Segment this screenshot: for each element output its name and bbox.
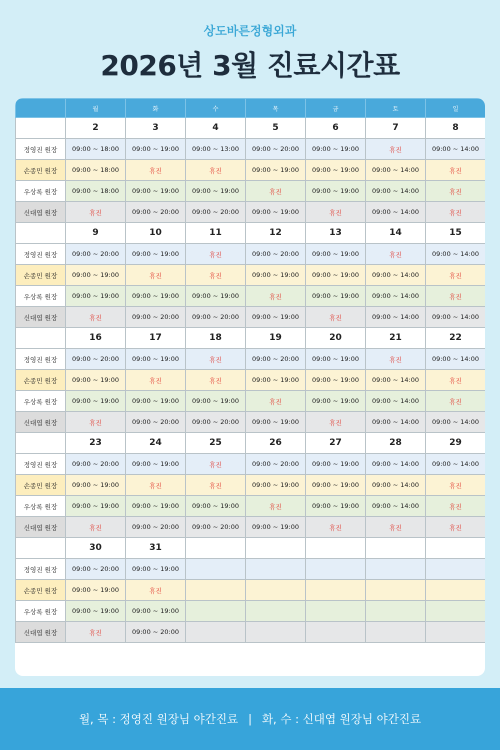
hours-cell: 09:00 ~ 20:00 — [126, 622, 186, 643]
empty-cell — [186, 622, 246, 643]
doctor-schedule-row — [16, 370, 486, 391]
hours-cell: 09:00 ~ 19:00 — [126, 139, 186, 160]
hours-cell: 09:00 ~ 20:00 — [126, 412, 186, 433]
hours-cell: 09:00 ~ 19:00 — [306, 181, 366, 202]
doctor-name-cell: 정영진 원장 — [16, 139, 66, 160]
closed-cell: 휴진 — [186, 160, 246, 181]
hours-cell: 09:00 ~ 14:00 — [366, 181, 426, 202]
date-cell — [186, 538, 246, 559]
doctor-name-cell: 우상록 원장 — [16, 286, 66, 307]
hours-cell: 09:00 ~ 19:00 — [126, 454, 186, 475]
closed-cell: 휴진 — [426, 202, 486, 223]
hours-cell: 09:00 ~ 19:00 — [246, 160, 306, 181]
hours-cell: 09:00 ~ 20:00 — [126, 202, 186, 223]
date-row-label-cell — [16, 118, 66, 139]
closed-cell: 휴진 — [66, 202, 126, 223]
doctor-name-cell: 손종민 원장 — [16, 580, 66, 601]
hours-cell: 09:00 ~ 20:00 — [186, 412, 246, 433]
closed-cell: 휴진 — [366, 139, 426, 160]
doctor-name-cell: 신대엽 원장 — [16, 622, 66, 643]
closed-cell: 휴진 — [306, 412, 366, 433]
closed-cell: 휴진 — [366, 349, 426, 370]
doctor-name-cell: 손종민 원장 — [16, 160, 66, 181]
empty-cell — [186, 580, 246, 601]
empty-cell — [306, 559, 366, 580]
doctor-schedule-row — [16, 265, 486, 286]
hours-cell: 09:00 ~ 20:00 — [126, 307, 186, 328]
date-cell: 5 — [246, 118, 306, 139]
hours-cell: 09:00 ~ 14:00 — [426, 244, 486, 265]
clinic-name: 상도바른정형외과 — [203, 24, 297, 38]
doctor-schedule-row — [16, 181, 486, 202]
date-cell: 17 — [126, 328, 186, 349]
date-cell: 14 — [366, 223, 426, 244]
hours-cell: 09:00 ~ 14:00 — [366, 307, 426, 328]
hours-cell: 09:00 ~ 19:00 — [246, 475, 306, 496]
closed-cell: 휴진 — [186, 244, 246, 265]
hours-cell: 09:00 ~ 19:00 — [66, 496, 126, 517]
hours-cell: 09:00 ~ 19:00 — [126, 391, 186, 412]
closed-cell: 휴진 — [66, 412, 126, 433]
empty-cell — [306, 580, 366, 601]
hours-cell: 09:00 ~ 19:00 — [246, 412, 306, 433]
hours-cell: 09:00 ~ 19:00 — [126, 181, 186, 202]
doctor-schedule-row — [16, 244, 486, 265]
hours-cell: 09:00 ~ 19:00 — [186, 496, 246, 517]
hours-cell: 09:00 ~ 14:00 — [366, 496, 426, 517]
weekday-header-row — [16, 99, 486, 118]
hours-cell: 09:00 ~ 19:00 — [186, 391, 246, 412]
closed-cell: 휴진 — [426, 496, 486, 517]
hours-cell: 09:00 ~ 18:00 — [66, 160, 126, 181]
closed-cell: 휴진 — [306, 517, 366, 538]
hours-cell: 09:00 ~ 14:00 — [426, 139, 486, 160]
closed-cell: 휴진 — [426, 475, 486, 496]
schedule-table — [15, 98, 485, 643]
doctor-schedule-row — [16, 160, 486, 181]
doctor-schedule-row — [16, 349, 486, 370]
empty-cell — [426, 622, 486, 643]
hours-cell: 09:00 ~ 19:00 — [186, 286, 246, 307]
closed-cell: 휴진 — [426, 370, 486, 391]
date-cell: 12 — [246, 223, 306, 244]
closed-cell: 휴진 — [126, 370, 186, 391]
weekday-label: 토 — [366, 99, 426, 118]
closed-cell: 휴진 — [126, 580, 186, 601]
hours-cell: 09:00 ~ 19:00 — [66, 370, 126, 391]
doctor-name-cell: 손종민 원장 — [16, 475, 66, 496]
hours-cell: 09:00 ~ 19:00 — [126, 559, 186, 580]
date-cell: 3 — [126, 118, 186, 139]
doctor-name-cell: 손종민 원장 — [16, 370, 66, 391]
date-cell: 29 — [426, 433, 486, 454]
hours-cell: 09:00 ~ 19:00 — [306, 265, 366, 286]
date-cell: 31 — [126, 538, 186, 559]
closed-cell: 휴진 — [186, 454, 246, 475]
closed-cell: 휴진 — [426, 391, 486, 412]
footer-separator: | — [248, 712, 252, 726]
empty-cell — [186, 559, 246, 580]
hours-cell: 09:00 ~ 19:00 — [66, 265, 126, 286]
date-cell: 24 — [126, 433, 186, 454]
date-cell: 30 — [66, 538, 126, 559]
footer-note-left: 월, 목 : 정영진 원장님 야간진료 — [78, 712, 239, 726]
hours-cell: 09:00 ~ 20:00 — [246, 244, 306, 265]
hours-cell: 09:00 ~ 18:00 — [66, 139, 126, 160]
hours-cell: 09:00 ~ 13:00 — [186, 139, 246, 160]
hours-cell: 09:00 ~ 19:00 — [246, 307, 306, 328]
doctor-name-cell: 정영진 원장 — [16, 559, 66, 580]
closed-cell: 휴진 — [66, 622, 126, 643]
hours-cell: 09:00 ~ 19:00 — [306, 349, 366, 370]
doctor-schedule-row — [16, 202, 486, 223]
hours-cell: 09:00 ~ 19:00 — [66, 601, 126, 622]
closed-cell: 휴진 — [126, 265, 186, 286]
doctor-name-cell: 우상록 원장 — [16, 496, 66, 517]
closed-cell: 휴진 — [186, 475, 246, 496]
date-cell: 13 — [306, 223, 366, 244]
hours-cell: 09:00 ~ 19:00 — [126, 601, 186, 622]
hours-cell: 09:00 ~ 20:00 — [66, 559, 126, 580]
closed-cell: 휴진 — [366, 517, 426, 538]
closed-cell: 휴진 — [426, 160, 486, 181]
closed-cell: 휴진 — [66, 517, 126, 538]
hours-cell: 09:00 ~ 19:00 — [306, 370, 366, 391]
date-row-label-cell — [16, 328, 66, 349]
hours-cell: 09:00 ~ 20:00 — [126, 517, 186, 538]
closed-cell: 휴진 — [186, 349, 246, 370]
hours-cell: 09:00 ~ 14:00 — [426, 349, 486, 370]
night-clinic-footer — [0, 688, 500, 750]
doctor-name-cell: 우상록 원장 — [16, 181, 66, 202]
doctor-schedule-row — [16, 622, 486, 643]
hours-cell: 09:00 ~ 18:00 — [66, 181, 126, 202]
doctor-name-cell: 신대엽 원장 — [16, 517, 66, 538]
empty-cell — [426, 559, 486, 580]
footer-note-right: 화, 수 : 신대엽 원장님 야간진료 — [261, 712, 422, 726]
closed-cell: 휴진 — [186, 370, 246, 391]
doctor-schedule-row — [16, 559, 486, 580]
hours-cell: 09:00 ~ 19:00 — [306, 475, 366, 496]
closed-cell: 휴진 — [66, 307, 126, 328]
hours-cell: 09:00 ~ 19:00 — [246, 202, 306, 223]
date-cell: 28 — [366, 433, 426, 454]
closed-cell: 휴진 — [246, 181, 306, 202]
hours-cell: 09:00 ~ 19:00 — [66, 475, 126, 496]
date-cell: 2 — [66, 118, 126, 139]
weekday-label: 일 — [426, 99, 486, 118]
date-row-label-cell — [16, 433, 66, 454]
empty-cell — [366, 622, 426, 643]
hours-cell: 09:00 ~ 20:00 — [246, 139, 306, 160]
doctor-name-cell: 신대엽 원장 — [16, 412, 66, 433]
weekday-label: 수 — [186, 99, 246, 118]
closed-cell: 휴진 — [366, 244, 426, 265]
weekday-label: 금 — [306, 99, 366, 118]
doctor-schedule-row — [16, 475, 486, 496]
empty-cell — [306, 622, 366, 643]
doctor-schedule-row — [16, 601, 486, 622]
hours-cell: 09:00 ~ 19:00 — [186, 181, 246, 202]
doctor-schedule-row — [16, 454, 486, 475]
hours-cell: 09:00 ~ 14:00 — [366, 391, 426, 412]
hours-cell: 09:00 ~ 19:00 — [306, 391, 366, 412]
date-cell — [306, 538, 366, 559]
hours-cell: 09:00 ~ 19:00 — [246, 517, 306, 538]
hours-cell: 09:00 ~ 19:00 — [126, 244, 186, 265]
date-cell: 9 — [66, 223, 126, 244]
date-cell: 15 — [426, 223, 486, 244]
hours-cell: 09:00 ~ 14:00 — [366, 202, 426, 223]
date-row — [16, 328, 486, 349]
date-cell — [426, 538, 486, 559]
date-cell: 25 — [186, 433, 246, 454]
closed-cell: 휴진 — [246, 286, 306, 307]
doctor-name-cell: 정영진 원장 — [16, 349, 66, 370]
doctor-name-cell: 우상록 원장 — [16, 391, 66, 412]
date-cell: 22 — [426, 328, 486, 349]
empty-cell — [246, 559, 306, 580]
doctor-name-cell: 신대엽 원장 — [16, 202, 66, 223]
date-cell: 21 — [366, 328, 426, 349]
doctor-name-cell: 우상록 원장 — [16, 601, 66, 622]
date-cell — [366, 538, 426, 559]
closed-cell: 휴진 — [126, 160, 186, 181]
date-row-label-cell — [16, 538, 66, 559]
hours-cell: 09:00 ~ 19:00 — [306, 454, 366, 475]
hours-cell: 09:00 ~ 14:00 — [366, 475, 426, 496]
date-cell: 4 — [186, 118, 246, 139]
date-cell: 11 — [186, 223, 246, 244]
date-cell: 16 — [66, 328, 126, 349]
hours-cell: 09:00 ~ 20:00 — [246, 454, 306, 475]
hours-cell: 09:00 ~ 19:00 — [306, 286, 366, 307]
hours-cell: 09:00 ~ 14:00 — [426, 307, 486, 328]
doctor-name-cell: 손종민 원장 — [16, 265, 66, 286]
date-cell: 7 — [366, 118, 426, 139]
hours-cell: 09:00 ~ 14:00 — [366, 370, 426, 391]
hours-cell: 09:00 ~ 19:00 — [246, 370, 306, 391]
empty-cell — [246, 622, 306, 643]
date-cell: 8 — [426, 118, 486, 139]
doctor-schedule-row — [16, 307, 486, 328]
closed-cell: 휴진 — [306, 307, 366, 328]
hours-cell: 09:00 ~ 20:00 — [66, 349, 126, 370]
empty-cell — [246, 580, 306, 601]
header-corner-cell — [16, 99, 66, 118]
doctor-schedule-row — [16, 580, 486, 601]
closed-cell: 휴진 — [426, 286, 486, 307]
closed-cell: 휴진 — [426, 265, 486, 286]
weekday-label: 목 — [246, 99, 306, 118]
closed-cell: 휴진 — [426, 517, 486, 538]
date-row — [16, 223, 486, 244]
hours-cell: 09:00 ~ 20:00 — [66, 454, 126, 475]
date-cell: 20 — [306, 328, 366, 349]
doctor-schedule-row — [16, 517, 486, 538]
doctor-schedule-row — [16, 412, 486, 433]
hours-cell: 09:00 ~ 19:00 — [66, 391, 126, 412]
closed-cell: 휴진 — [126, 475, 186, 496]
date-cell: 19 — [246, 328, 306, 349]
hours-cell: 09:00 ~ 14:00 — [366, 286, 426, 307]
hours-cell: 09:00 ~ 19:00 — [306, 160, 366, 181]
doctor-name-cell: 정영진 원장 — [16, 244, 66, 265]
date-row — [16, 538, 486, 559]
hours-cell: 09:00 ~ 20:00 — [246, 349, 306, 370]
date-cell: 18 — [186, 328, 246, 349]
hours-cell: 09:00 ~ 19:00 — [126, 496, 186, 517]
empty-cell — [186, 601, 246, 622]
date-cell: 10 — [126, 223, 186, 244]
empty-cell — [306, 601, 366, 622]
hours-cell: 09:00 ~ 20:00 — [66, 244, 126, 265]
date-row-label-cell — [16, 223, 66, 244]
date-cell: 26 — [246, 433, 306, 454]
doctor-schedule-row — [16, 391, 486, 412]
date-cell: 27 — [306, 433, 366, 454]
hours-cell: 09:00 ~ 19:00 — [306, 496, 366, 517]
doctor-schedule-row — [16, 139, 486, 160]
weekday-label: 화 — [126, 99, 186, 118]
closed-cell: 휴진 — [306, 202, 366, 223]
hours-cell: 09:00 ~ 14:00 — [426, 454, 486, 475]
closed-cell: 휴진 — [186, 265, 246, 286]
doctor-name-cell: 신대엽 원장 — [16, 307, 66, 328]
empty-cell — [366, 559, 426, 580]
hours-cell: 09:00 ~ 19:00 — [246, 265, 306, 286]
doctor-name-cell: 정영진 원장 — [16, 454, 66, 475]
hours-cell: 09:00 ~ 19:00 — [126, 349, 186, 370]
date-cell: 23 — [66, 433, 126, 454]
hours-cell: 09:00 ~ 20:00 — [186, 307, 246, 328]
doctor-schedule-row — [16, 286, 486, 307]
empty-cell — [246, 601, 306, 622]
hours-cell: 09:00 ~ 19:00 — [66, 580, 126, 601]
hours-cell: 09:00 ~ 14:00 — [426, 412, 486, 433]
hours-cell: 09:00 ~ 20:00 — [186, 517, 246, 538]
hours-cell: 09:00 ~ 19:00 — [306, 244, 366, 265]
hours-cell: 09:00 ~ 20:00 — [186, 202, 246, 223]
empty-cell — [366, 580, 426, 601]
schedule-table-card — [15, 98, 485, 676]
hours-cell: 09:00 ~ 14:00 — [366, 160, 426, 181]
doctor-schedule-row — [16, 496, 486, 517]
date-row — [16, 118, 486, 139]
hours-cell: 09:00 ~ 19:00 — [66, 286, 126, 307]
empty-cell — [426, 601, 486, 622]
hours-cell: 09:00 ~ 19:00 — [126, 286, 186, 307]
date-cell: 6 — [306, 118, 366, 139]
date-cell — [246, 538, 306, 559]
hours-cell: 09:00 ~ 14:00 — [366, 454, 426, 475]
empty-cell — [366, 601, 426, 622]
hours-cell: 09:00 ~ 14:00 — [366, 412, 426, 433]
closed-cell: 휴진 — [246, 496, 306, 517]
date-row — [16, 433, 486, 454]
closed-cell: 휴진 — [426, 181, 486, 202]
hours-cell: 09:00 ~ 14:00 — [366, 265, 426, 286]
weekday-label: 월 — [66, 99, 126, 118]
hours-cell: 09:00 ~ 19:00 — [306, 139, 366, 160]
empty-cell — [426, 580, 486, 601]
page-title: 2026년 3월 진료시간표 — [100, 49, 400, 82]
closed-cell: 휴진 — [246, 391, 306, 412]
